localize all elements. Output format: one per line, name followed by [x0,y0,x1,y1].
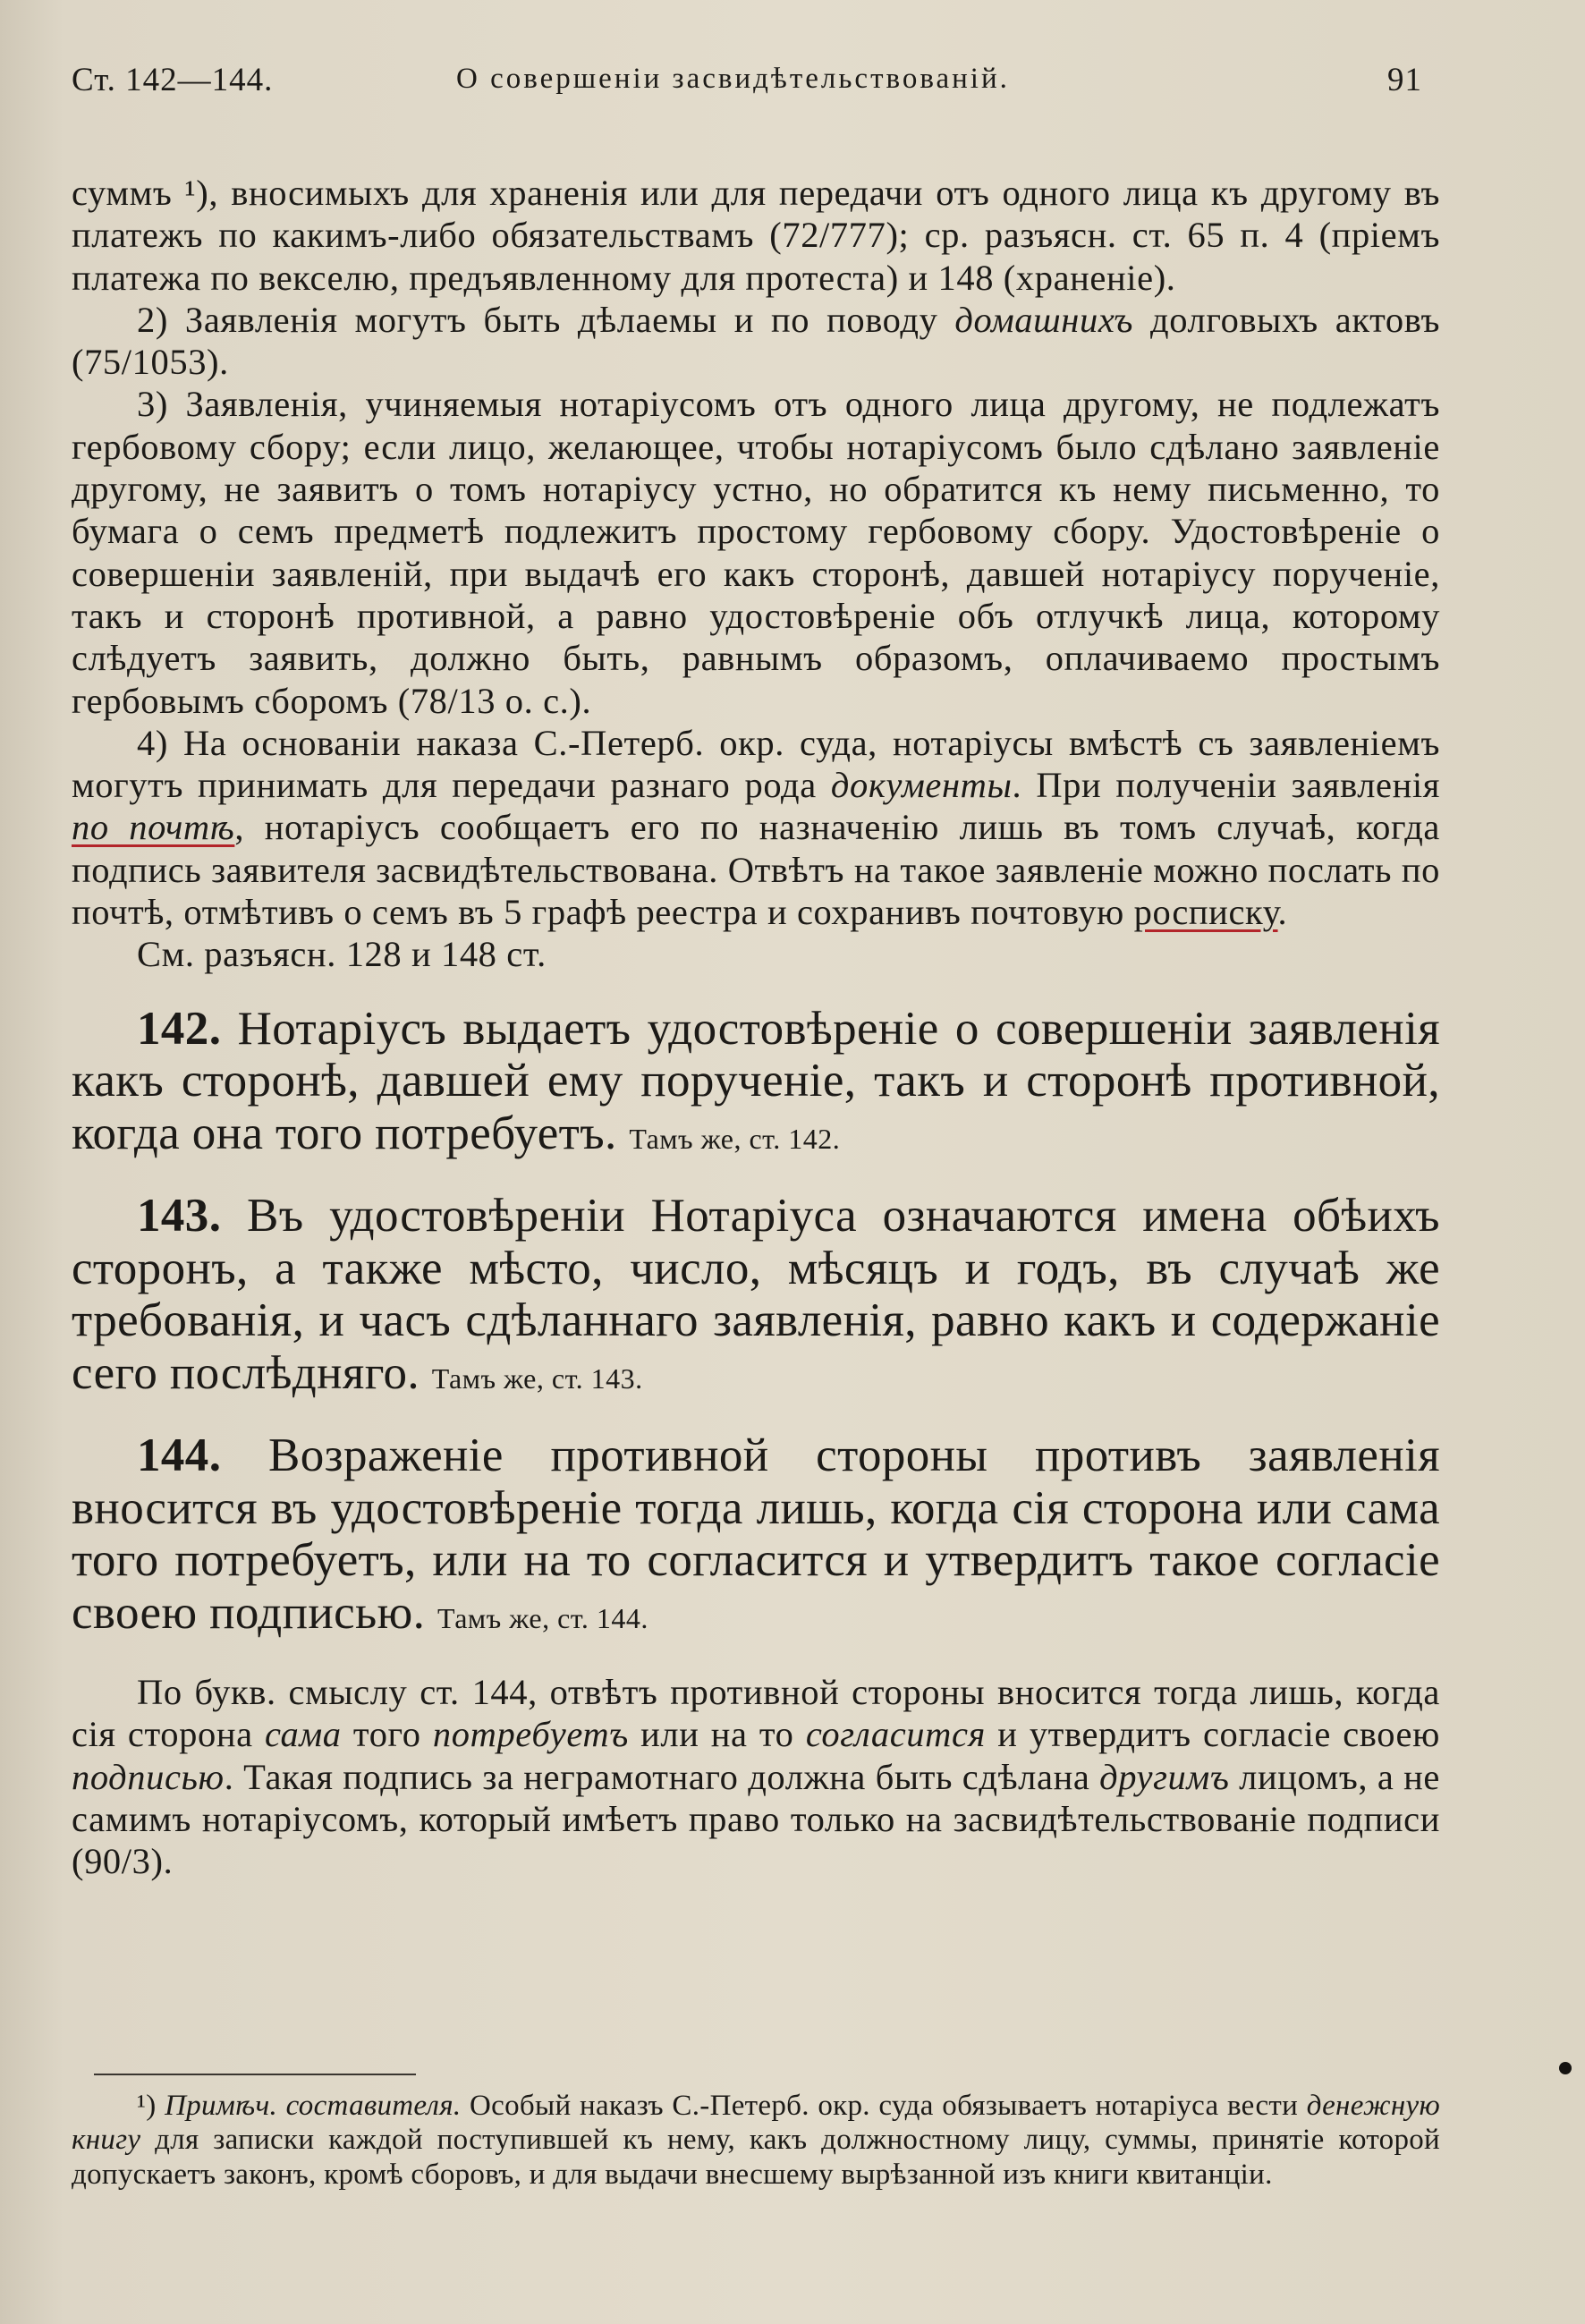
article-source: Тамъ же, ст. 144. [437,1601,648,1634]
footnote-block [72,2089,1440,2192]
article-number: 144. [137,1429,222,1482]
note-paragraph-3: 3) Заявленія, учиняемыя нотаріусомъ отъ одного лица другому, не подлежатъ гербовому сбору; если лицо, желающее, чтобы нотаріусомъ было сдѣлано заявленіе другому, не заявитъ о томъ нотаріусу устно, но обратится къ нему письменно, то бумага о семъ предметѣ подлежитъ простому гербовому сбору. Удостовѣреніе о совершеніи заявленій, при выдачѣ его какъ сторонѣ, давшей нотаріусу порученіе, такъ и сторонѣ противной, а равно удостовѣреніе объ отлучкѣ лица, которому слѣдуетъ заявить, должно быть, равнымъ образомъ, оплачиваемо простымъ гербовымъ сборомъ (78/13 о. с.). [72,384,1440,721]
underlined-phrase: по почтѣ [72,807,235,848]
article-number: 143. [137,1190,222,1243]
note-paragraph-4: 4) На основаніи наказа С.-Петерб. окр. суда, нотаріусы вмѣстѣ съ заявленіемъ могутъ принимать для передачи разнаго рода документы. При полученіи заявленія по почтѣ, нотаріусъ сообщаетъ его по назначенію лишь въ томъ случаѣ, когда подпись заявителя засвидѣтельствована. Отвѣтъ на такое заявленіе можно послать по почтѣ, отмѣтивъ о семъ въ 5 графѣ реестра и сохранивъ почтовую росписку. [72,722,1440,933]
note-paragraph-2: 2) Заявленія могутъ быть дѣлаемы и по поводу домашнихъ долговыхъ актовъ (75/1053). [72,299,1440,383]
page-number: 91 [1387,62,1422,98]
commentary-paragraph: По букв. смыслу ст. 144, отвѣтъ противной стороны вносится тогда лишь, когда сія сторона сама того потребуетъ или на то согласится и утвердитъ согласіе своею подписью. Такая подпись за неграмотнаго должна быть сдѣлана другимъ лицомъ, а не самимъ нотаріусомъ, который имѣетъ право только на засвидѣтельствованіе подписи (90/3). [72,1672,1440,1882]
article-143: 143. Въ удостовѣреніи Нотаріуса означаются имена обѣихъ сторонъ, а также мѣсто, число, мѣсяцъ и годъ, въ случаѣ же требованія, и часъ сдѣланнаго заявленія, равно какъ и содержаніе сего послѣдняго. Тамъ же, ст. 143. [72,1190,1440,1399]
article-144: 144. Возраженіе противной стороны противъ заявленія вносится въ удостовѣреніе тогда лишь, когда сія сторона или сама того потребуетъ, или на то согласится и утвердитъ такое согласіе своею подписью. Тамъ же, ст. 144. [72,1429,1440,1639]
see-also-line: См. разъясн. 128 и 148 ст. [137,934,547,975]
ink-spot [1559,2062,1572,2074]
article-source: Тамъ же, ст. 142. [629,1122,841,1155]
footnote-separator [94,2074,416,2075]
article-number: 142. [137,1002,222,1055]
section-title: О совершенiи засвидѣтельствованiй. [456,63,1010,95]
underlined-word: росписку [1133,892,1278,933]
footnote: ¹) Примѣч. составителя. Особый наказъ С.-Петерб. окр. суда обязываетъ нотаріуса вести денежную книгу для записки каждой поступившей къ нему, какъ должностному лицу, суммы, принятіе которой допускаетъ законъ, кромѣ сборовъ, и для выдачи внесшему вырѣзанной изъ книги квитанціи. [72,2090,1441,2191]
article-range: Ст. 142—144. [72,62,274,98]
note-paragraph-1: суммъ ¹), вносимыхъ для храненія или для передачи отъ одного лица къ другому въ платежъ по какимъ-либо обязательствамъ (72/777); ср. разъясн. ст. 65 п. 4 (пріемъ платежа по векселю, предъявленному для протеста) и 148 (храненіе). [72,173,1440,298]
page-body [72,172,1440,1883]
article-source: Тамъ же, ст. 143. [431,1361,643,1395]
article-142: 142. Нотаріусъ выдаетъ удостовѣреніе о совершеніи заявленія какъ сторонѣ, давшей ему порученіе, такъ и сторонѣ противной, когда она того потребуетъ. Тамъ же, ст. 142. [72,1002,1440,1159]
